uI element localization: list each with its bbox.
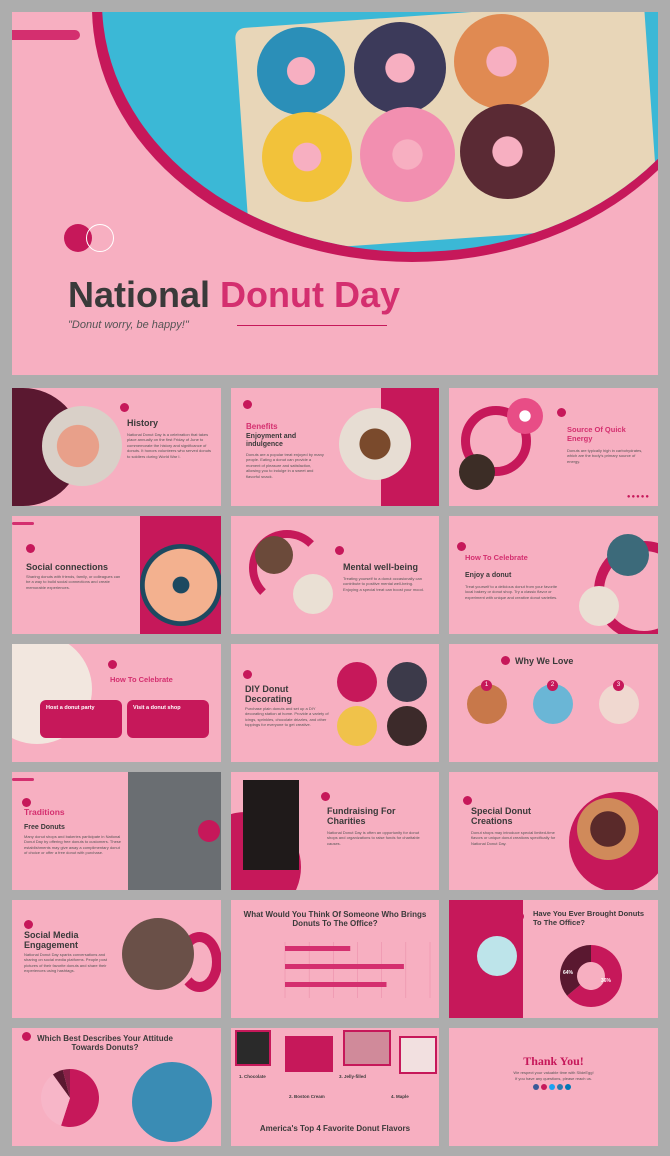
linkedin-icon[interactable] [565,1084,571,1090]
attitude-pie-chart [40,1068,100,1128]
celebrate1-subtitle: Enjoy a donut [465,572,512,579]
diy-photo-3 [337,706,377,746]
slide-source-energy[interactable] [449,388,658,506]
benefits-dot-icon [243,400,252,409]
brought-photo [477,936,517,976]
celebrate1-photo-bottom [579,586,619,626]
fundraising-photo [243,780,299,870]
benefits-photo [339,408,411,480]
flavor-label-3: 3. Jelly-filled [339,1074,367,1079]
slide-special[interactable] [449,772,658,890]
logo-circle-outline [86,224,114,252]
donut-blue [257,27,345,115]
donut-orange [454,14,549,109]
traditions-accent-bar [12,778,34,781]
fundraising-title: Fundraising For Charities [327,806,396,827]
slide-thank-you[interactable] [449,1028,658,1146]
history-body: National Donut Day is a celebration that takes place annually on the first Friday of June to commemorate the history and significance of donuts. It honors volunteers who served donuts to soldiers during World War I. [127,432,212,459]
office-bar [285,964,404,969]
slide-celebrate-2[interactable] [12,644,221,762]
hero-tagline: "Donut worry, be happy!" [68,319,189,331]
thanks-body-1: We respect your valuable time with SlideEgg! [513,1070,594,1075]
diy-title: DIY Donut Decorating [245,684,293,705]
facebook-icon[interactable] [533,1084,539,1090]
celebrate1-title: How To Celebrate [465,553,528,562]
attitude-photo [132,1062,212,1142]
office-bar-chart [235,938,435,1008]
flavor-photo-1 [235,1030,271,1066]
media-body: National Donut Day sparks conversations and sharing on social media platforms. People post pictures of their favorite donuts and share their experiences using hashtags. [24,952,107,974]
thanks-title: Thank You! [523,1054,584,1068]
traditions-subtitle: Free Donuts [24,824,65,831]
donut-yellow [262,112,352,202]
slide-diy[interactable] [231,644,439,762]
donut-photo [102,12,658,252]
celebrate1-dot-icon [457,542,466,551]
hero-title-part2: Donut Day [220,274,401,315]
source-title: Source Of Quick Energy [567,425,626,443]
attitude-title: Which Best Describes Your Attitude Towards Donuts? [37,1034,173,1053]
office-bar [285,946,350,951]
donut-pink [360,107,455,202]
mental-dot-icon [335,546,344,555]
hero-title [68,274,400,316]
benefits-subtitle: Enjoyment and indulgence [246,433,297,449]
celebrate1-photo-top [607,534,649,576]
office-title: What Would You Think Of Someone Who Brings Donuts To The Office? [243,910,427,929]
whylove-badge-2 [547,680,558,691]
benefits-body: Donuts are a popular treat enjoyed by many people. Eating a donut can provide a moment of pleasure and satisfaction, allowing you to indulge in a sweet and flavorful snack. [246,452,324,479]
history-photo [42,406,122,486]
source-body: Donuts are typically high in carbohydrates, which are the body's primary source of energy. [567,448,643,464]
slide-attitude[interactable] [12,1028,221,1146]
media-dot-icon [24,920,33,929]
slide-office-opinion[interactable] [231,900,439,1018]
diy-dot-icon [243,670,252,679]
thanks-body-2: If you have any questions, please reach us. [515,1076,592,1081]
slide-traditions[interactable] [12,772,221,890]
benefits-title: Benefits [246,422,278,431]
whylove-dot-icon [501,656,510,665]
social-dot-icon [26,544,35,553]
diy-photo-4 [387,706,427,746]
brought-dot-icon [515,912,524,921]
slide-brought-donuts[interactable] [449,900,658,1018]
diy-body: Purchase plain donuts and set up a DIY decorating station at home. Provide a variety of icings, sprinkles, chocolate drizzles, and other toppings for everyone to get creative. [245,706,329,728]
media-title: Social Media Engagement [24,930,79,951]
slide-social[interactable] [12,516,221,634]
celebrate1-body: Treat yourself to a delicious donut from your favorite local bakery or donut shop. Try a classic flavor or experiment with unique and creative donut varieties. [465,584,558,600]
fundraising-body: National Donut Day is often an opportunity for donut shops and organizations to raise funds for charitable causes. [327,830,420,846]
brought-donut-chart [559,944,623,1008]
social-photo [140,544,221,626]
office-bar [285,982,387,987]
brought-no-label: 36% [601,978,612,984]
diy-photo-2 [387,662,427,702]
pagination-dots: ●●●●● [626,494,650,500]
brought-title: Have You Ever Brought Donuts To The Office? [533,909,644,927]
tagline-divider [237,325,387,326]
media-photo [122,918,194,990]
card-visit-shop[interactable] [127,700,209,738]
flavor-label-2: 2. Boston Cream [289,1094,325,1099]
slide-why-we-love[interactable] [449,644,658,762]
slide-celebrate-1[interactable] [449,516,658,634]
celebrate2-title: How To Celebrate [110,675,173,684]
whylove-badge-3-number: 3 [616,682,621,688]
brought-yes-label: 64% [563,970,574,976]
whylove-badge-1 [481,680,492,691]
whylove-badge-1-number: 1 [484,682,489,688]
social-title: Social connections [26,562,109,572]
flavor-label-1: 1. Chocolate [239,1074,266,1079]
source-photo-bottom [459,454,495,490]
slide-benefits[interactable] [231,388,439,506]
flavor-photo-2 [285,1036,333,1072]
hero-accent-bar [12,30,80,40]
flavor-photo-3 [343,1030,391,1066]
whylove-badge-3 [613,680,624,691]
traditions-body: Many donut shops and bakeries participate in National Donut Day by offering free donuts to customers. These establishments may give away a complimentary donut of choice or offer a free donut with purchase. [24,834,122,856]
card-host-party[interactable] [40,700,122,738]
hero-slide[interactable] [12,12,658,375]
donut-purple [354,22,446,114]
special-body: Donut shops may introduce special limited-time flavors or unique donut creations specifically for National Donut Day. [471,830,556,846]
twitter-icon[interactable] [549,1084,555,1090]
flavors-title: America's Top 4 Favorite Donut Flavors [259,1124,411,1133]
traditions-ring [198,820,220,842]
slide-mental[interactable] [231,516,439,634]
mental-photo-bottom [293,574,333,614]
hero-title-part1: National [68,274,211,315]
whylove-badge-2-number: 2 [550,682,555,688]
card-visit-shop-label: Visit a donut shop [133,705,181,711]
traditions-title: Traditions [24,807,65,817]
flavor-label-4: 4. Maple [391,1094,409,1099]
card-host-party-label: Host a donut party [46,705,95,711]
mental-photo-top [255,536,293,574]
special-dot-icon [463,796,472,805]
whylove-title: Why We Love [515,656,574,666]
celebrate2-dot-icon [108,660,117,669]
social-body: Sharing donuts with friends, family, or colleagues can be a way to build social connections and create memorable experiences. [26,574,121,590]
flavor-photo-4 [399,1036,437,1074]
special-photo [577,798,639,860]
pinterest-icon[interactable] [557,1084,563,1090]
history-title: History [127,418,159,428]
donut-chocolate [460,104,555,199]
diy-photo-1 [337,662,377,702]
slide-history[interactable] [12,388,221,506]
mental-body: Treating yourself to a donut occasionally can contribute to positive mental well-being. Enjoying a special treat can boost your mood. [343,576,424,592]
social-accent-bar [12,522,34,525]
source-dot-icon [557,408,566,417]
source-photo-top [507,398,543,434]
slide-fundraising[interactable] [231,772,439,890]
mental-title: Mental well-being [343,562,419,572]
slide-flavors[interactable] [231,1028,439,1146]
fundraising-dot-icon [321,792,330,801]
special-title: Special Donut Creations [471,806,532,827]
traditions-dot-icon [22,798,31,807]
instagram-icon[interactable] [541,1084,547,1090]
history-dot-icon [120,403,129,412]
slide-social-media[interactable] [12,900,221,1018]
